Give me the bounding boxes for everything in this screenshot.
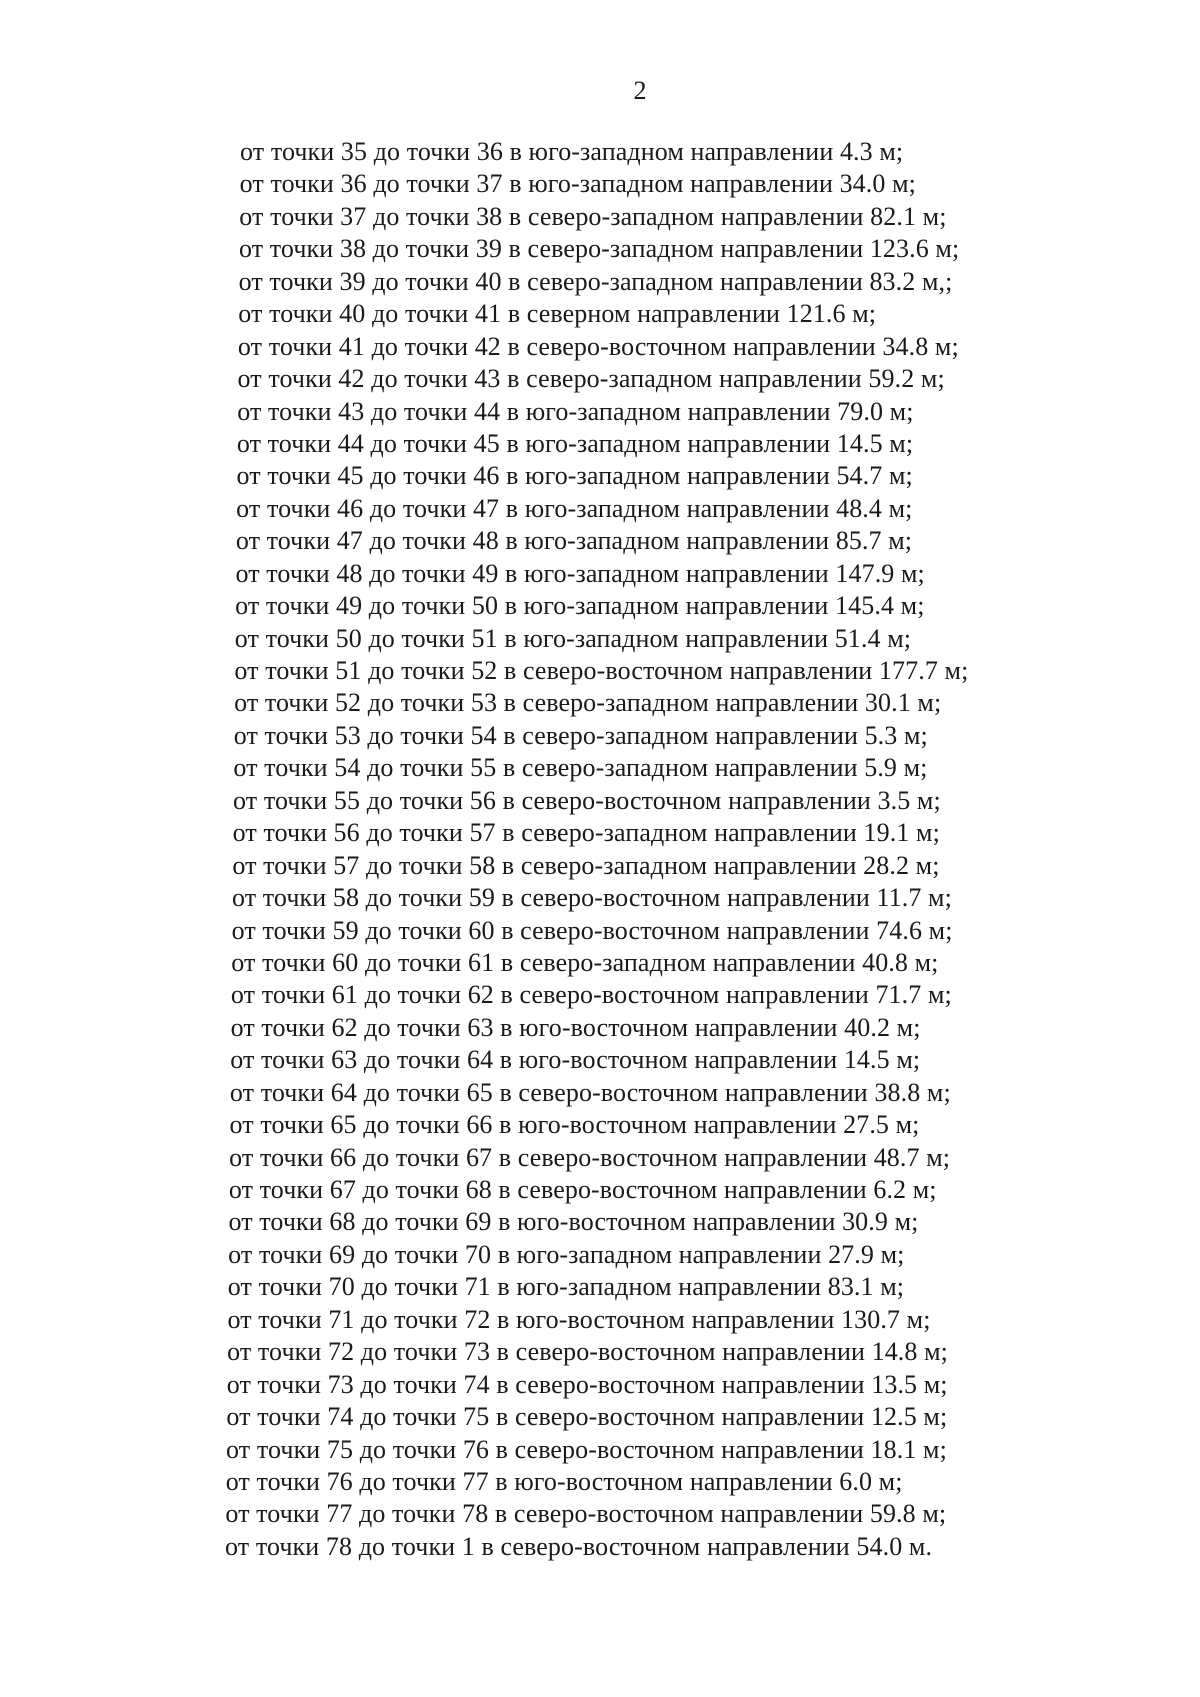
boundary-line: от точки 40 до точки 41 в северном направлении 121.6 м; [238,299,877,329]
boundary-line: от точки 61 до точки 62 в северо-восточном направлении 71.7 м; [230,980,952,1010]
boundary-line: от точки 45 до точки 46 в юго-западном направлении 54.7 м; [236,461,913,491]
boundary-line: от точки 44 до точки 45 в юго-западном направлении 14.5 м; [236,428,914,458]
boundary-line: от точки 48 до точки 49 в юго-западном направлении 147.9 м; [235,558,925,588]
boundary-line: от точки 63 до точки 64 в юго-восточном направлении 14.5 м; [230,1045,921,1075]
boundary-line: от точки 38 до точки 39 в северо-западном направлении 123.6 м; [238,234,960,264]
boundary-line: от точки 49 до точки 50 в юго-западном направлении 145.4 м; [235,591,925,621]
boundary-line: от точки 43 до точки 44 в юго-западном направлении 79.0 м; [237,396,914,426]
page-number: 2 [633,76,647,105]
boundary-line: от точки 51 до точки 52 в северо-восточном направлении 177.7 м; [234,656,969,685]
boundary-line: от точки 70 до точки 71 в юго-западном направлении 83.1 м; [227,1272,905,1302]
boundary-line: от точки 53 до точки 54 в северо-западном направлении 5.3 м; [233,720,928,750]
boundary-line: от точки 76 до точки 77 в юго-восточном направлении 6.0 м; [225,1466,903,1496]
boundary-line: от точки 39 до точки 40 в северо-западном направлении 83.2 м,; [238,266,953,296]
boundary-line: от точки 77 до точки 78 в северо-восточном направлении 59.8 м; [225,1499,947,1529]
boundary-line: от точки 50 до точки 51 в юго-западном направлении 51.4 м; [234,623,912,653]
boundary-line: от точки 59 до точки 60 в северо-восточном направлении 74.6 м; [231,915,953,945]
boundary-line: от точки 73 до точки 74 в северо-восточном направлении 13.5 м; [226,1369,948,1399]
boundary-line: от точки 57 до точки 58 в северо-западном направлении 28.2 м; [232,850,940,880]
boundary-line: от точки 58 до точки 59 в северо-восточном направлении 11.7 м; [231,883,952,913]
boundary-line: от точки 52 до точки 53 в северо-западном направлении 30.1 м; [234,688,942,718]
boundary-line: от точки 54 до точки 55 в северо-западном направлении 5.9 м; [233,753,928,783]
boundary-line: от точки 74 до точки 75 в северо-восточном направлении 12.5 м; [226,1402,948,1432]
boundary-line: от точки 41 до точки 42 в северо-восточном направлении 34.8 м; [237,331,959,361]
boundary-line: от точки 47 до точки 48 в юго-западном направлении 85.7 м; [235,526,913,556]
boundary-line: от точки 35 до точки 36 в юго-западном направлении 4.3 м; [240,137,904,166]
boundary-line: от точки 75 до точки 76 в северо-восточном направлении 18.1 м; [226,1434,947,1464]
boundary-line: от точки 36 до точки 37 в юго-западном направлении 34.0 м; [239,169,916,199]
boundary-line: от точки 69 до точки 70 в юго-западном направлении 27.9 м; [228,1239,905,1269]
boundary-line: от точки 56 до точки 57 в северо-западном направлении 19.1 м; [232,818,940,848]
boundary-line: от точки 46 до точки 47 в юго-западном направлении 48.4 м; [236,493,913,523]
boundary-line: от точки 66 до точки 67 в северо-восточном направлении 48.7 м; [229,1142,951,1172]
boundary-line: от точки 71 до точки 72 в юго-восточном направлении 130.7 м; [227,1304,931,1334]
boundary-line: от точки 78 до точки 1 в северо-восточном направлении 54.0 м. [225,1531,933,1561]
boundary-line: от точки 67 до точки 68 в северо-восточном направлении 6.2 м; [228,1175,937,1204]
boundary-line: от точки 55 до точки 56 в северо-восточном направлении 3.5 м; [233,785,941,815]
boundary-line: от точки 42 до точки 43 в северо-западном направлении 59.2 м; [237,364,945,394]
boundary-line: от точки 68 до точки 69 в юго-восточном направлении 30.9 м; [228,1207,919,1237]
boundary-line: от точки 72 до точки 73 в северо-восточном направлении 14.8 м; [227,1337,948,1367]
boundary-line: от точки 64 до точки 65 в северо-восточном направлении 38.8 м; [229,1077,951,1107]
boundary-line: от точки 60 до точки 61 в северо-западном направлении 40.8 м; [231,947,939,977]
boundary-line: от точки 37 до точки 38 в северо-западном направлении 82.1 м; [239,201,947,231]
boundary-line: от точки 65 до точки 66 в юго-восточном направлении 27.5 м; [229,1110,920,1140]
boundary-description-list [0,136,1200,1563]
boundary-line: от точки 62 до точки 63 в юго-восточном направлении 40.2 м; [230,1012,921,1042]
